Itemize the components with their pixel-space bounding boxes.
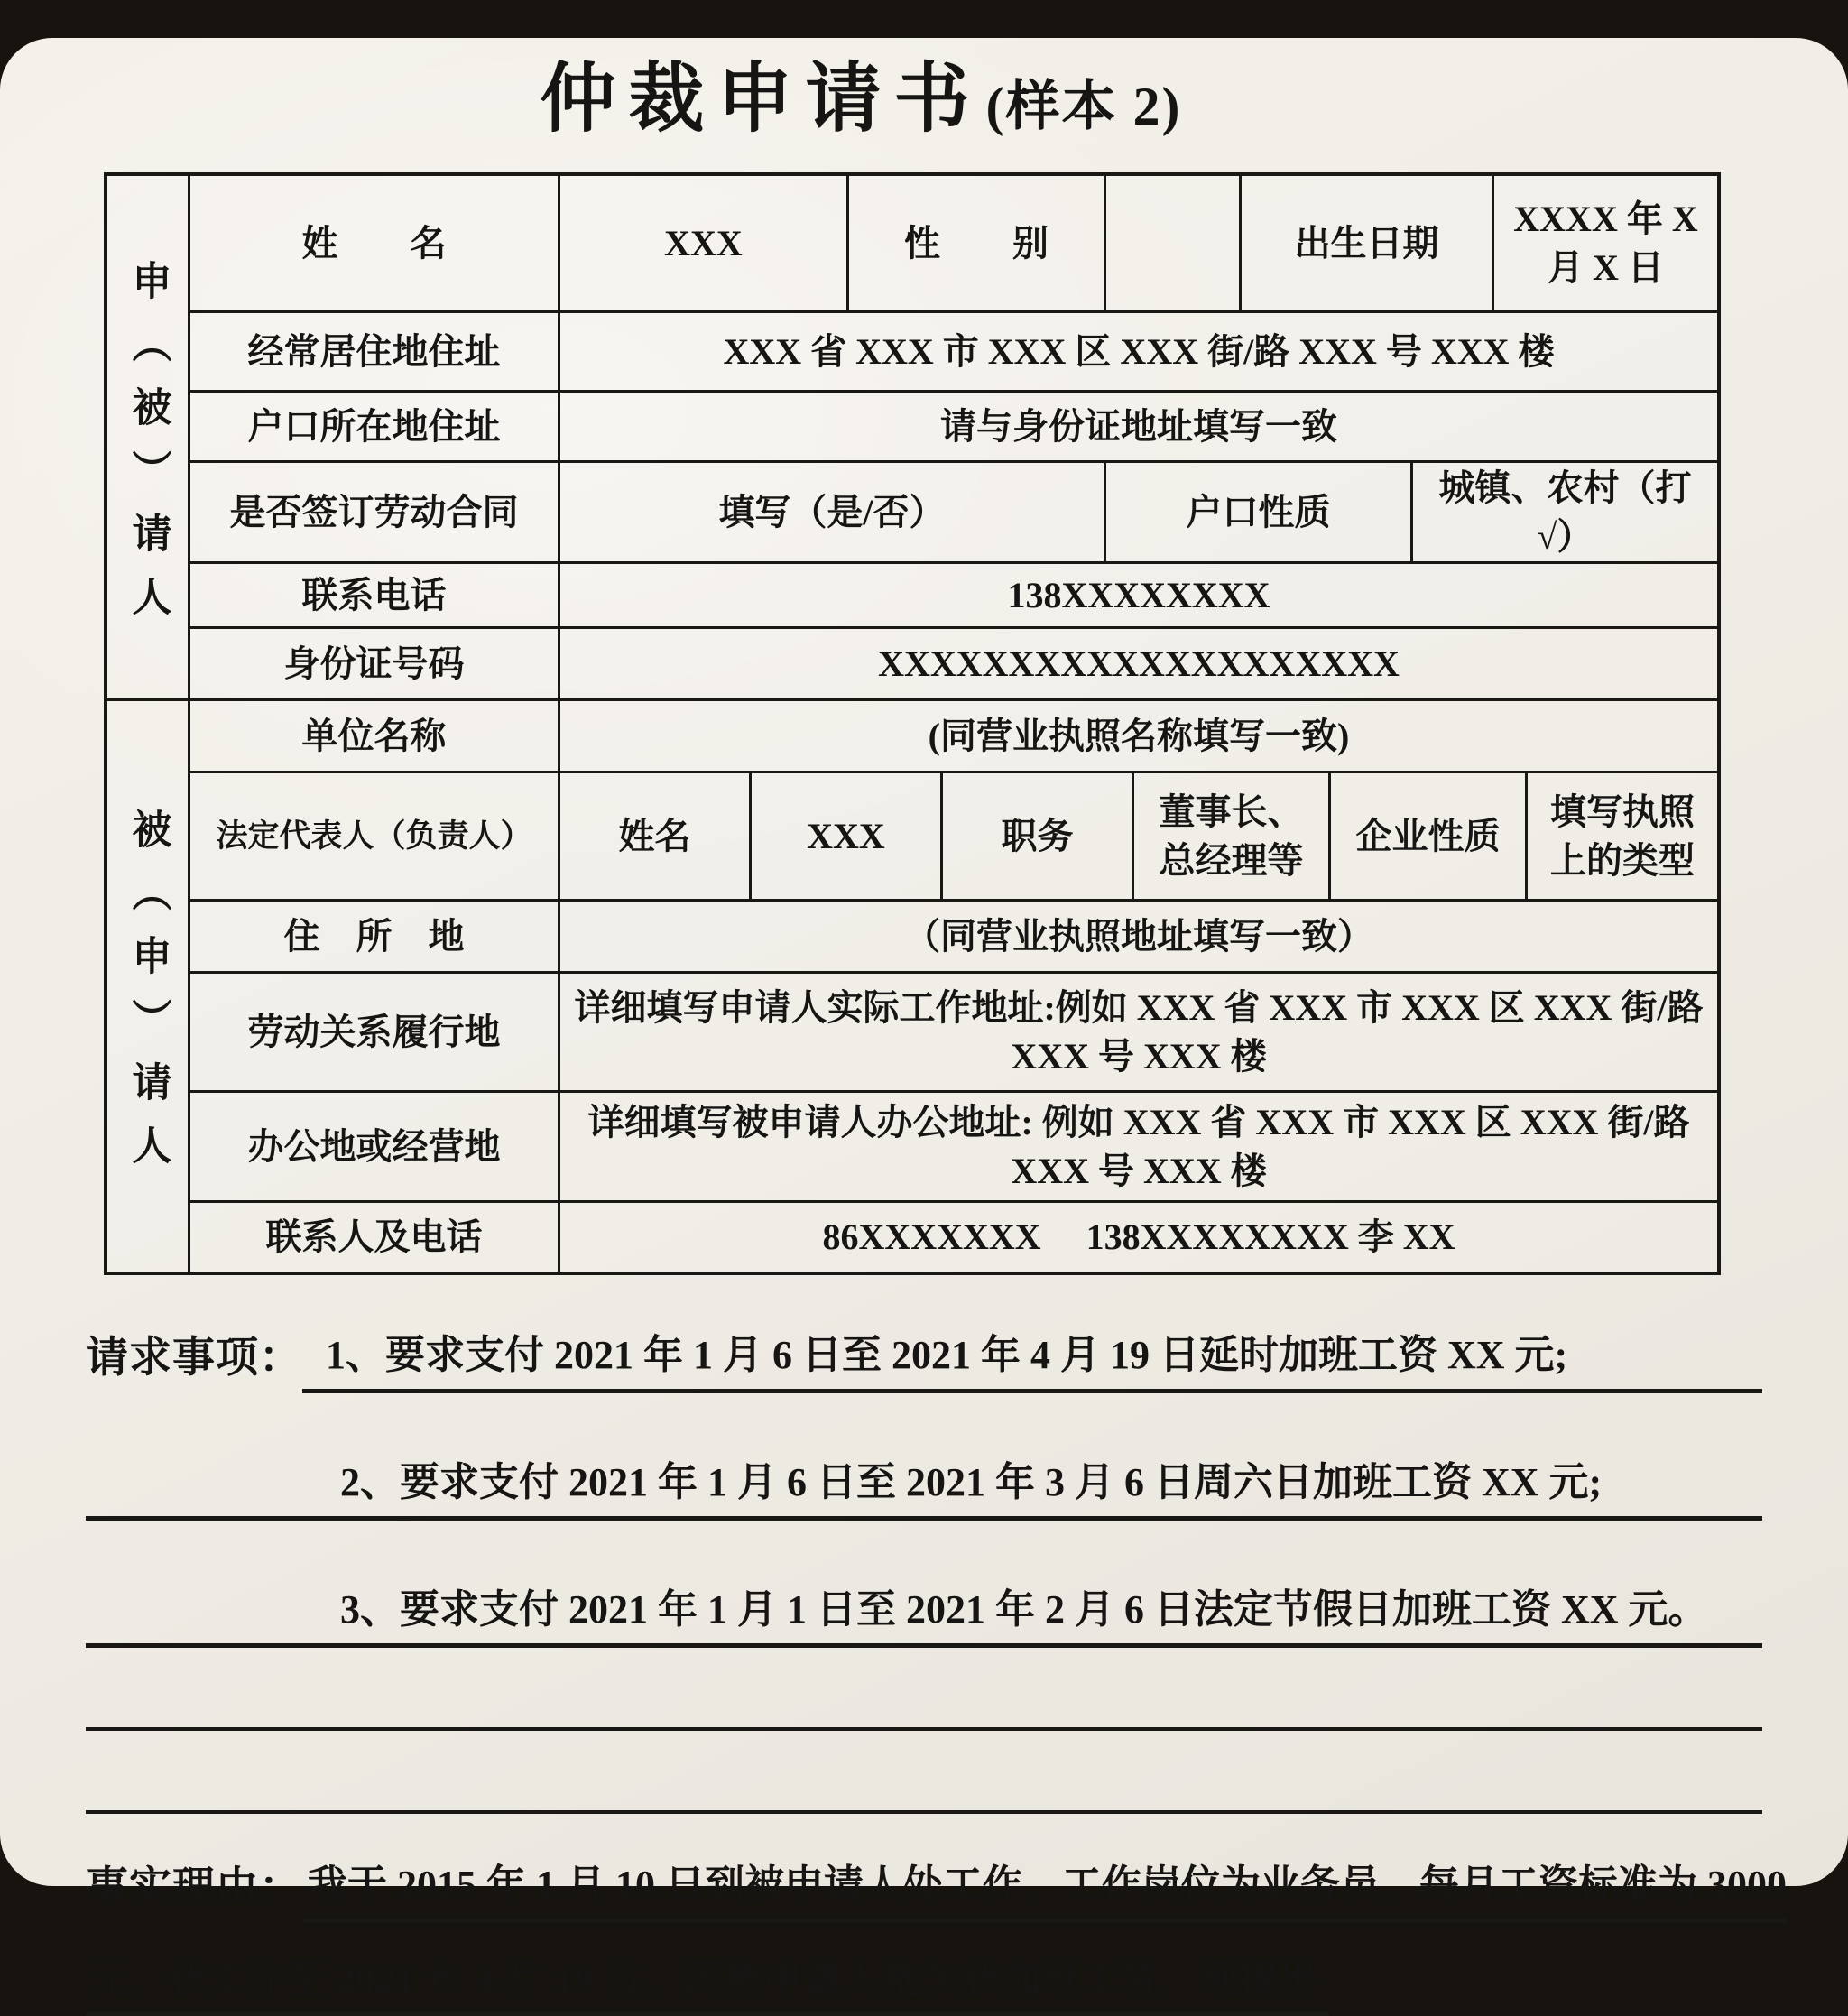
row-name-gender-dob	[190, 176, 1717, 313]
phone-value: 138XXXXXXXX	[1007, 574, 1270, 615]
hukou-address-label: 户口所在地住址	[190, 393, 560, 460]
dob-value: XXXX 年 X 月 X 日	[1513, 198, 1698, 288]
hukou-type-value: 城镇、农村（打√）	[1438, 467, 1692, 557]
title-main: 仲裁申请书	[540, 58, 983, 142]
row-contact-person	[190, 1203, 1717, 1272]
name-label: 姓 名	[190, 176, 560, 310]
facts-text-2: 元，我工作至 2021 年 4 月 19 日。因被申请人拖欠我加班工资，现提出	[86, 1947, 1329, 2016]
row-legal-representative	[190, 773, 1717, 902]
contact-person-value: 86XXXXXXX 138XXXXXXXX 李 XX	[822, 1216, 1455, 1257]
labor-contract-label: 是否签订劳动合同	[190, 463, 560, 561]
legal-rep-title-label: 职务	[943, 773, 1134, 899]
gender-value	[1106, 176, 1242, 310]
claims-label: 请求事项：	[86, 1335, 302, 1382]
row-company-name	[190, 701, 1717, 773]
document-photo	[0, 38, 1848, 2002]
company-name-value: (同营业执照名称填写一致)	[928, 715, 1350, 756]
hukou-type-label: 户口性质	[1106, 463, 1413, 561]
facts-label: 事实理由：	[86, 1864, 302, 1911]
applicant-info-table	[104, 172, 1721, 1275]
title-sub: (样本 2)	[985, 77, 1182, 136]
claims-line-1	[86, 1322, 1762, 1393]
office-place-value: 详细填写被申请人办公地址: 例如 XXX 省 XXX 市 XXX 区 XXX 街/路 XXX 号 XXX 楼	[587, 1101, 1690, 1191]
facts-text-1: 我于 2015 年 1 月 10 日到被申请人处工作，工作岗位为业务员，每月工资标准为 3000	[302, 1852, 1787, 1923]
dob-label: 出生日期	[1242, 176, 1494, 310]
residence-address-label: 经常居住地住址	[190, 313, 560, 390]
hukou-address-value: 请与身份证地址填写一致	[940, 405, 1337, 447]
group-respondent-label: 被（申）请人	[107, 701, 190, 1272]
row-domicile	[190, 902, 1717, 974]
claim-item-1: 1、要求支付 2021 年 1 月 6 日至 2021 年 4 月 19 日延时加班工资 XX 元;	[302, 1322, 1762, 1393]
facts-section	[86, 1852, 1787, 2016]
name-value: XXX	[560, 176, 849, 310]
claim-item-3: 3、要求支付 2021 年 1 月 1 日至 2021 年 2 月 6 日法定节假日加班工资 XX 元。	[86, 1577, 1762, 1648]
company-name-label: 单位名称	[190, 701, 560, 771]
legal-rep-label: 法定代表人（负责人）	[190, 773, 560, 899]
enterprise-nature-value: 填写执照上的类型	[1550, 791, 1695, 881]
enterprise-nature-label: 企业性质	[1331, 773, 1528, 899]
row-labor-contract	[190, 463, 1717, 564]
labor-relation-place-label: 劳动关系履行地	[190, 974, 560, 1090]
phone-label: 联系电话	[190, 564, 560, 626]
legal-rep-title-value: 董事长、总经理等	[1134, 773, 1331, 899]
claim-item-2: 2、要求支付 2021 年 1 月 6 日至 2021 年 3 月 6 日周六日加班工资 XX 元;	[86, 1449, 1762, 1521]
row-residence-address	[190, 313, 1717, 393]
row-office-place	[190, 1093, 1717, 1203]
claims-section	[86, 1322, 1787, 2016]
domicile-value: （同营业执照地址填写一致）	[904, 915, 1373, 957]
legal-rep-name-label: 姓名	[560, 773, 752, 899]
row-phone	[190, 564, 1717, 629]
facts-line-1	[86, 1852, 1787, 1923]
gender-label: 性 别	[849, 176, 1106, 310]
blank-ruled-line-2	[86, 1731, 1762, 1814]
labor-relation-place-value: 详细填写申请人实际工作地址:例如 XXX 省 XXX 市 XXX 区 XXX 街/路 XXX 号 XXX 楼	[574, 986, 1704, 1077]
group-applicant-label: 申（被）请人	[107, 176, 190, 701]
id-number-label: 身份证号码	[190, 629, 560, 698]
row-id-number	[190, 629, 1717, 701]
row-labor-relation-place	[190, 974, 1717, 1093]
labor-contract-value: 填写（是/否）	[560, 463, 1106, 561]
group-column	[107, 176, 190, 1272]
table-rows	[190, 176, 1717, 1272]
page-title	[0, 38, 1785, 147]
legal-rep-name-value: XXX	[752, 773, 943, 899]
contact-person-label: 联系人及电话	[190, 1203, 560, 1272]
residence-address-value: XXX 省 XXX 市 XXX 区 XXX 街/路 XXX 号 XXX 楼	[723, 330, 1555, 372]
office-place-label: 办公地或经营地	[190, 1093, 560, 1200]
domicile-label: 住 所 地	[190, 902, 560, 971]
row-hukou-address	[190, 393, 1717, 463]
blank-ruled-line-1	[86, 1648, 1762, 1731]
id-number-value: XXXXXXXXXXXXXXXXXXXX	[878, 643, 1400, 684]
